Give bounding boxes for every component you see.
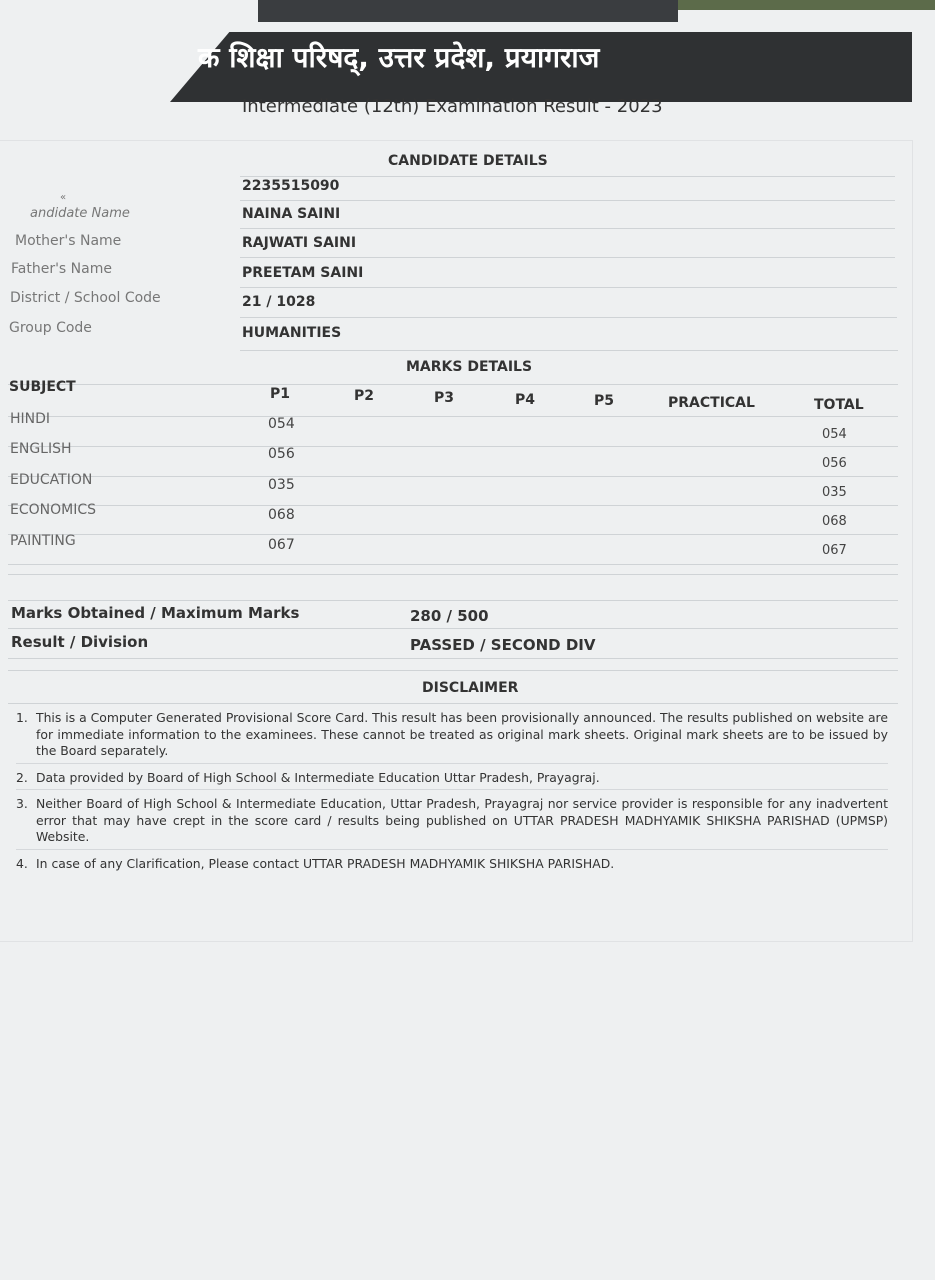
- divider: [240, 200, 895, 201]
- divider: [240, 317, 897, 318]
- row-education-total: 035: [822, 485, 847, 500]
- roll-number-label: «: [60, 192, 67, 203]
- row-painting-total: 067: [822, 543, 847, 558]
- district-school-label: District / School Code: [10, 290, 161, 306]
- row-english-total: 056: [822, 456, 847, 471]
- row-economics-subject: ECONOMICS: [10, 502, 97, 518]
- col-p3: P3: [434, 390, 455, 406]
- mother-name-label: Mother's Name: [15, 233, 122, 249]
- col-p4: P4: [515, 392, 536, 408]
- divider: [240, 287, 897, 288]
- row-education-p1: 035: [268, 477, 295, 493]
- disclaimer-item: 1. This is a Computer Generated Provisional Score Card. This result has been provisionally announced. The results published on website are for immediate information to the examinees. These cannot be treated as original mark sheets. Original mark sheets are to be issued by the Board separately.: [16, 710, 888, 764]
- mother-name-value: RAJWATI SAINI: [242, 235, 357, 251]
- row-economics-p1: 068: [268, 507, 295, 523]
- disclaimer-text: Data provided by Board of High School & Intermediate Education Uttar Pradesh, Prayagraj.: [36, 769, 600, 785]
- exam-title: Intermediate (12th) Examination Result - 2023: [242, 96, 663, 117]
- divider: [240, 228, 895, 229]
- result-division-value: PASSED / SECOND DIV: [410, 636, 596, 654]
- candidate-name-value: NAINA SAINI: [242, 206, 341, 222]
- row-english-p1: 056: [268, 446, 295, 462]
- candidate-name-label: andidate Name: [30, 206, 130, 221]
- disclaimer-item: 4. In case of any Clarification, Please contact UTTAR PRADESH MADHYAMIK SHIKSHA PARISHAD.: [16, 855, 615, 871]
- divider: [8, 564, 898, 565]
- father-name-value: PREETAM SAINI: [242, 265, 364, 281]
- divider: [8, 703, 898, 704]
- father-name-label: Father's Name: [11, 261, 112, 277]
- divider: [8, 534, 898, 535]
- divider: [8, 628, 898, 629]
- result-division-label: Result / Division: [11, 633, 149, 651]
- divider: [8, 505, 898, 506]
- row-education-subject: EDUCATION: [10, 472, 93, 488]
- row-painting-p1: 067: [268, 537, 295, 553]
- row-hindi-subject: HINDI: [10, 411, 51, 427]
- page-edge-strip: [678, 0, 935, 10]
- disclaimer-text: This is a Computer Generated Provisional Score Card. This result has been provisionally announced. The results published on website are for immediate information to the examinees. These cannot be treated as original mark sheets. Original mark sheets are to be issued by the Board separately.: [36, 710, 888, 758]
- divider: [240, 350, 898, 351]
- page-edge-dark: [258, 0, 678, 22]
- row-economics-total: 068: [822, 514, 847, 529]
- district-school-value: 21 / 1028: [242, 294, 316, 310]
- divider: [8, 670, 898, 671]
- divider: [8, 416, 898, 417]
- col-p5: P5: [594, 393, 615, 409]
- row-hindi-total: 054: [822, 427, 847, 442]
- divider: [8, 658, 898, 659]
- row-english-subject: ENGLISH: [10, 441, 72, 457]
- divider: [8, 574, 898, 575]
- marks-obtained-label: Marks Obtained / Maximum Marks: [11, 604, 300, 622]
- disclaimer-title: DISCLAIMER: [422, 680, 519, 696]
- divider: [8, 384, 898, 385]
- col-total: TOTAL: [814, 397, 864, 413]
- disclaimer-list: [16, 710, 888, 881]
- divider: [8, 600, 898, 601]
- row-hindi-p1: 054: [268, 416, 295, 432]
- group-code-label: Group Code: [9, 320, 92, 336]
- col-subject: SUBJECT: [9, 379, 76, 395]
- col-practical: PRACTICAL: [668, 395, 755, 411]
- disclaimer-text: Neither Board of High School & Intermediate Education, Uttar Pradesh, Prayagraj nor service provider is responsible for any inadvertent error that may have crept in the score card / results being published on UTTAR PRADESH MADHYAMIK SHIKSHA PARISHAD (UPMSP) Website.: [36, 796, 888, 844]
- disclaimer-text: In case of any Clarification, Please contact UTTAR PRADESH MADHYAMIK SHIKSHA PARISHAD.: [36, 855, 615, 871]
- divider: [240, 257, 895, 258]
- divider: [240, 176, 895, 177]
- divider: [8, 476, 898, 477]
- marks-obtained-value: 280 / 500: [410, 607, 489, 625]
- col-p2: P2: [354, 388, 375, 404]
- board-name: क शिक्षा परिषद्, उत्तर प्रदेश, प्रयागराज: [198, 41, 600, 74]
- row-painting-subject: PAINTING: [10, 533, 76, 549]
- divider: [8, 446, 898, 447]
- group-code-value: HUMANITIES: [242, 325, 342, 341]
- roll-number-value: 2235515090: [242, 178, 340, 194]
- disclaimer-item: 3. Neither Board of High School & Intermediate Education, Uttar Pradesh, Prayagraj nor service provider is responsible for any inadvertent error that may have crept in the score card / results being published on UTTAR PRADESH MADHYAMIK SHIKSHA PARISHAD (UPMSP) Website.: [16, 796, 888, 850]
- disclaimer-item: 2. Data provided by Board of High School & Intermediate Education Uttar Pradesh, Prayagraj.: [16, 770, 888, 791]
- col-p1: P1: [270, 386, 291, 402]
- candidate-section-title: CANDIDATE DETAILS: [388, 153, 548, 169]
- marks-section-title: MARKS DETAILS: [406, 359, 533, 375]
